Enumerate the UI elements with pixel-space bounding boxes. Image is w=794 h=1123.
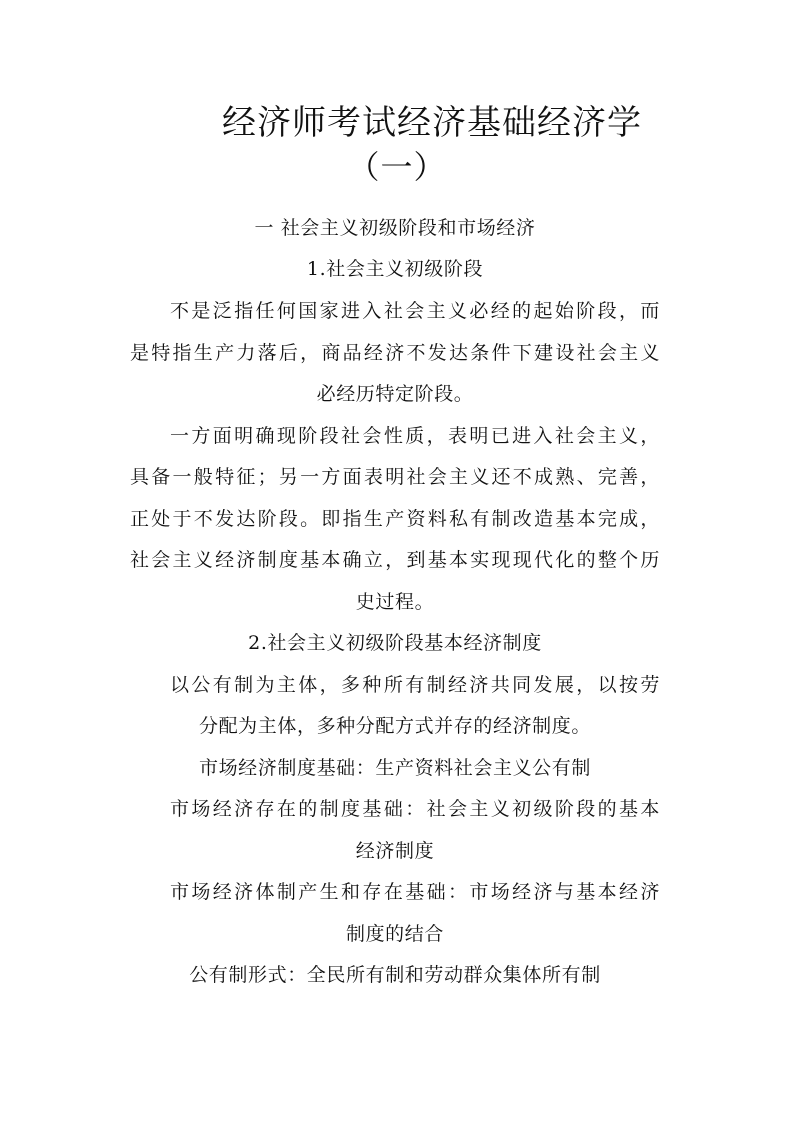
paragraph-line: 制度的结合 xyxy=(345,923,444,945)
paragraph-line: 公有制形式：全民所有制和劳动群众集体所有制 xyxy=(189,964,601,986)
paragraph-line: 市场经济制度基础：生产资料社会主义公有制 xyxy=(198,757,591,779)
paragraph-line: 市场经济体制产生和存在基础：市场经济与基本经济 xyxy=(170,881,660,903)
paragraph-line: 以公有制为主体，多种所有制经济共同发展，以按劳 xyxy=(170,674,660,696)
document-subtitle: （一） xyxy=(347,148,447,186)
subsection-heading-2: 2.社会主义初级阶段基本经济制度 xyxy=(248,632,542,654)
paragraph-line: 市场经济存在的制度基础：社会主义初级阶段的基本 xyxy=(170,798,660,820)
paragraph-line: 不是泛指任何国家进入社会主义必经的起始阶段，而 xyxy=(170,300,660,322)
paragraph-line: 史过程。 xyxy=(355,591,435,613)
paragraph-line: 一方面明确现阶段社会性质，表明已进入社会主义， xyxy=(170,425,660,447)
document-title: 经济师考试经济基础经济学 xyxy=(222,103,642,143)
paragraph-line: 是特指生产力落后，商品经济不发达条件下建设社会主义 xyxy=(130,342,660,364)
paragraph-line: 社会主义经济制度基本确立，到基本实现现代化的整个历 xyxy=(130,549,660,571)
paragraph-line: 必经历特定阶段。 xyxy=(316,383,474,405)
section-heading: 一 社会主义初级阶段和市场经济 xyxy=(254,217,536,239)
paragraph-line: 具备一般特征；另一方面表明社会主义还不成熟、完善， xyxy=(130,466,660,488)
subsection-heading-1: 1.社会主义初级阶段 xyxy=(306,258,484,280)
paragraph-line: 经济制度 xyxy=(355,840,435,862)
paragraph-line: 正处于不发达阶段。即指生产资料私有制改造基本完成， xyxy=(130,508,660,530)
paragraph-line: 分配为主体，多种分配方式并存的经济制度。 xyxy=(198,715,591,737)
